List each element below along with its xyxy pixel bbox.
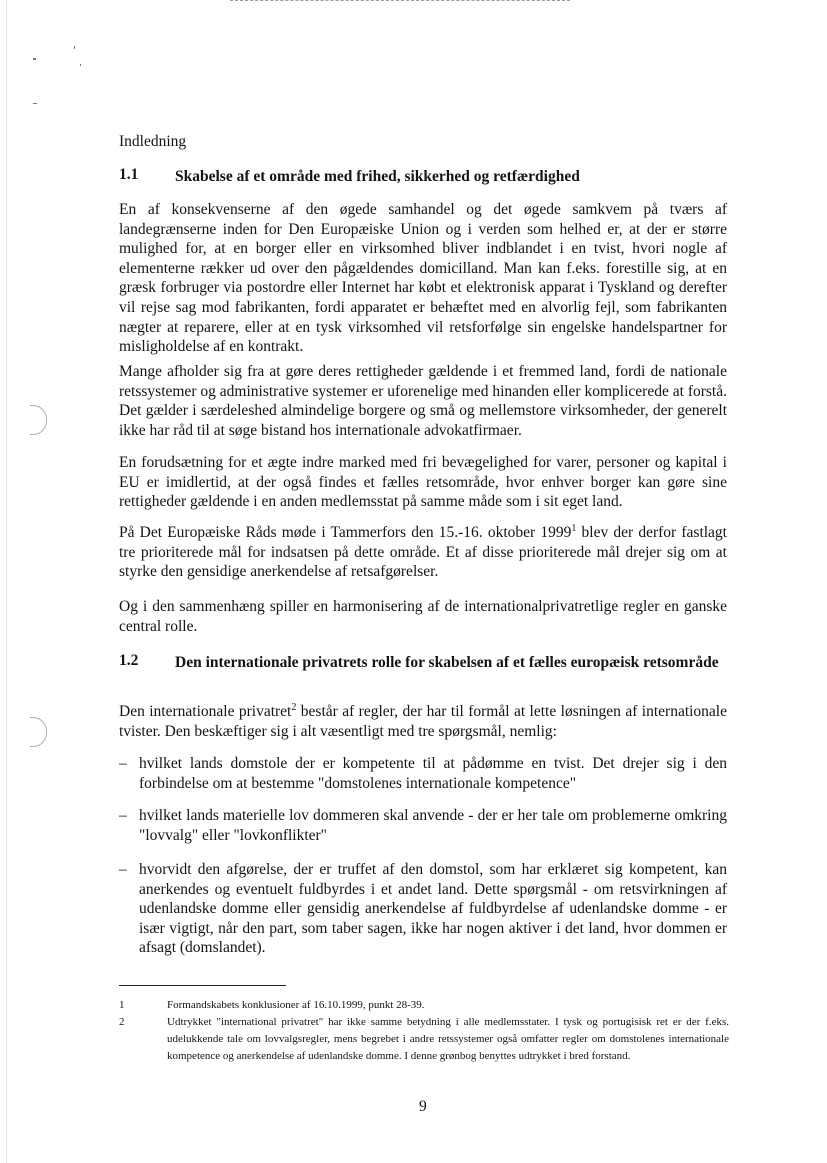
body-paragraph: En af konsekvenserne af den øgede samhandel og det øgede samkvem på tværs af landegrænserne inden for Den Europæiske Union og i verden som helhed er, at der er større mulighed for, at en borger eller en virksomhed bliver indblandet i en tvist, hvori nogle af elementerne rækker ud over den pågældendes domicilland. Man kan f.eks. forestille sig, at en græsk forbruger via postordre eller Internet har købt et elektronisk apparat i Tyskland og derefter vil rejse sag mod fabrikanten, fordi apparatet er behæftet med en alvorlig fejl, som fabrikanten nægter at reparere, eller at en tysk virksomhed vil retsforfølge sin engelske handelspartner for misligholdelse af en kontrakt.: [119, 201, 727, 356]
list-dash: –: [119, 861, 127, 878]
page-number: 9: [419, 1098, 427, 1115]
section-number: 1.2: [119, 652, 139, 669]
chapter-label: Indledning: [119, 133, 187, 150]
scan-edge: [6, 0, 7, 1163]
list-item-text: hvilket lands domstole der er kompetente til at pådømme en tvist. Det drejer sig i den forbindelse om at bestemme "domstolenes internationale kompetence": [139, 755, 727, 792]
body-paragraph: Og i den sammenhæng spiller en harmonisering af de internationalprivatretlige regler en ganske central rolle.: [119, 598, 727, 635]
footnote-divider: [119, 985, 286, 986]
list-item-text: hvilket lands materielle lov dommeren skal anvende - der er her tale om problemerne omkring "lovvalg" eller "lovkonflikter": [139, 807, 727, 844]
list-item-text: hvorvidt den afgørelse, der er truffet af den domstol, som har erklæret sig kompetent, kan anerkendes og eventuelt fuldbyrdes i et andet land. Dette spørgsmål - om retsvirkningen af udenlandske domme eller gensidig anerkendelse af fuldbyrdelse af udenlandske domme - er især vigtigt, når den part, som taber sagen, ikke har nogen aktiver i det land, hvor dommen er afsagt (domslandet).: [139, 861, 727, 957]
section-title: Den internationale privatrets rolle for skabelsen af et fælles europæisk retsområde: [175, 654, 719, 671]
body-paragraph: En forudsætning for et ægte indre marked med fri bevægelighed for varer, personer og kapital i EU er imidlertid, at der også findes et fælles retsområde, hvor enhver borger kan gøre sine rettigheder gældende i en anden medlemsstat på samme måde som i sit eget land.: [119, 454, 727, 511]
paragraph-text: På Det Europæiske Råds møde i Tammerfors den 15.-16. oktober 1999: [119, 524, 572, 541]
punch-hole-mark: [30, 405, 47, 435]
body-paragraph: Mange afholder sig fra at gøre deres rettigheder gældende i et fremmed land, fordi de nationale retssystemer og administrative systemer er uforenelige med hinanden eller komplicerede at forstå. Det gælder i særdeleshed almindelige borgere og små og mellemstore virksomheder, der generelt ikke har råd til at søge bistand hos internationale advokatfirmaer.: [119, 363, 727, 439]
section-title: Skabelse af et område med frihed, sikkerhed og retfærdighed: [175, 168, 580, 185]
list-dash: –: [119, 807, 127, 824]
section-number: 1.1: [119, 166, 139, 183]
scan-speck: [33, 103, 37, 104]
footnote-text: Udtrykket "international privatret" har ikke samme betydning i alle medlemsstater. I tysk og portugisisk ret er der f.eks. udelukkende tale om lovvalgsregler, mens begrebet i andre retssystemer også omfatter regler om domstolenes internationale kompetence og anerkendelse af udenlandske domme. I denne grønbog benyttes udtrykket i bred forstand.: [167, 1016, 729, 1062]
punch-hole-mark: [30, 717, 47, 747]
scan-artifact-line: [230, 0, 570, 3]
footnote-ref-2: 2: [291, 701, 297, 713]
scan-speck: [80, 64, 81, 66]
list-item: [119, 806, 727, 845]
list-dash: –: [119, 755, 127, 772]
scan-speck: [33, 58, 36, 60]
footnote-text: Formandskabets konklusioner af 16.10.1999, punkt 28-39.: [167, 999, 425, 1011]
paragraph-text: består af regler, der har til formål at lette løsningen af internationale tvister. Den beskæftiger sig i alt væsentligt med tre spørgsmål, nemlig:: [119, 703, 727, 740]
paragraph-text: blev der derfor fastlagt tre prioriterede mål for indsatsen på dette område. Et af disse prioriterede mål drejer sig om at styrke den gensidige anerkendelse af retsafgørelser.: [119, 524, 727, 581]
scan-speck: [74, 46, 75, 49]
footnote-1: [119, 997, 729, 1014]
body-paragraph-privatret: [119, 702, 727, 741]
body-paragraph-tammerfors: [119, 523, 727, 582]
paragraph-text: Den internationale privatret: [119, 703, 292, 720]
list-item: [119, 754, 727, 793]
list-item: [119, 860, 727, 958]
footnote-2: [119, 1014, 729, 1065]
footnote-ref-1: 1: [571, 522, 577, 534]
footnote-mark: 2: [119, 1016, 125, 1028]
footnote-mark: 1: [119, 999, 125, 1011]
